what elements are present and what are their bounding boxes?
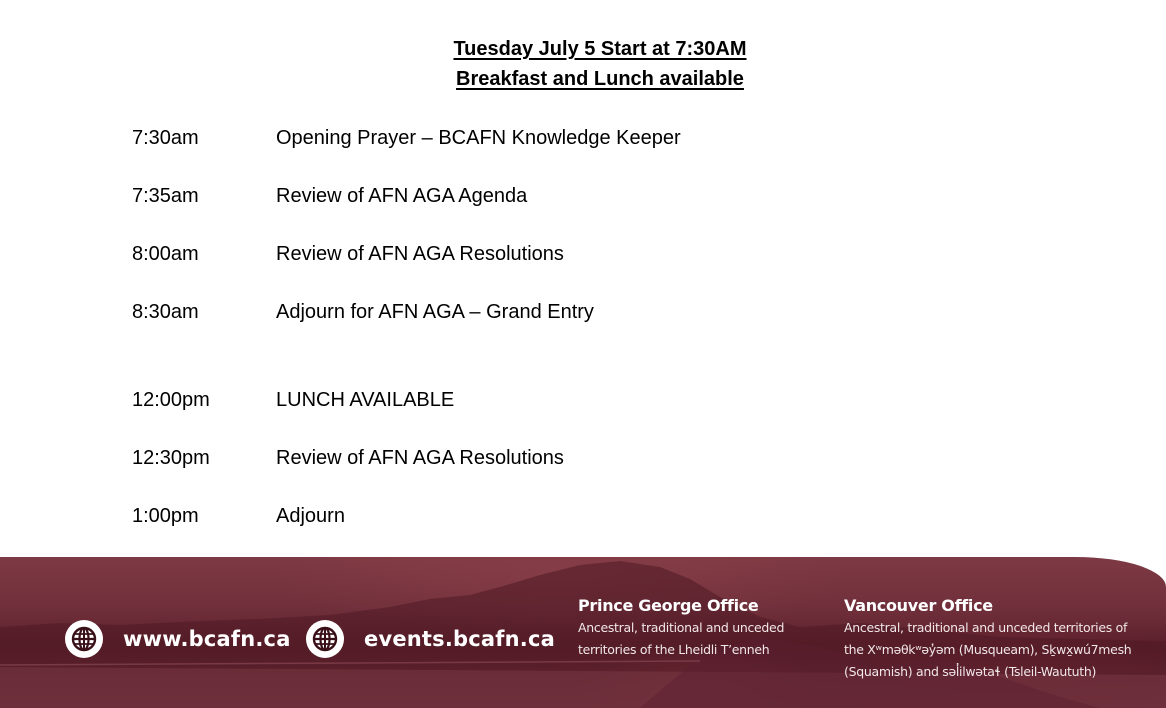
agenda-time: 1:00pm — [132, 505, 199, 527]
agenda-time: 12:00pm — [132, 389, 210, 411]
office-title: Prince George Office — [578, 596, 759, 615]
agenda-item: Adjourn for AFN AGA – Grand Entry — [276, 301, 594, 323]
globe-icon — [65, 620, 103, 658]
office-desc-line: Ancestral, traditional and unceded — [578, 620, 785, 635]
office-desc-line: territories of the Lheidli T’enneh — [578, 642, 770, 657]
office-desc-line: Ancestral, traditional and unceded territories of — [844, 620, 1128, 635]
agenda-item: Review of AFN AGA Resolutions — [276, 447, 564, 469]
footer-band — [0, 557, 1166, 708]
agenda-time: 7:30am — [132, 127, 199, 149]
agenda-time: 8:30am — [132, 301, 199, 323]
agenda-item: Review of AFN AGA Agenda — [276, 185, 528, 207]
vancouver-office — [844, 595, 1164, 683]
events-link-label: events.bcafn.ca — [364, 627, 555, 651]
page-subtitle: Breakfast and Lunch available — [456, 68, 744, 90]
prince-george-office — [578, 595, 828, 661]
agenda-item: Adjourn — [276, 505, 345, 527]
website-link[interactable] — [65, 619, 291, 659]
agenda-item: Review of AFN AGA Resolutions — [276, 243, 564, 265]
office-desc-line: the Xʷməθkʷəy̓əm (Musqueam), Sḵwx̱wú7mesh — [844, 642, 1132, 657]
agenda-item: Opening Prayer – BCAFN Knowledge Keeper — [276, 127, 681, 149]
office-desc-line: (Squamish) and səl̓ilwətaɬ (Tsleil-Waututh) — [844, 664, 1097, 679]
website-link-label: www.bcafn.ca — [123, 627, 291, 651]
office-title: Vancouver Office — [844, 596, 993, 615]
agenda-time: 12:30pm — [132, 447, 210, 469]
globe-icon — [306, 620, 344, 658]
agenda-item: LUNCH AVAILABLE — [276, 389, 455, 411]
page-title: Tuesday July 5 Start at 7:30AM — [453, 38, 747, 60]
agenda-time: 8:00am — [132, 243, 199, 265]
events-link[interactable] — [306, 619, 555, 659]
agenda-time: 7:35am — [132, 185, 199, 207]
